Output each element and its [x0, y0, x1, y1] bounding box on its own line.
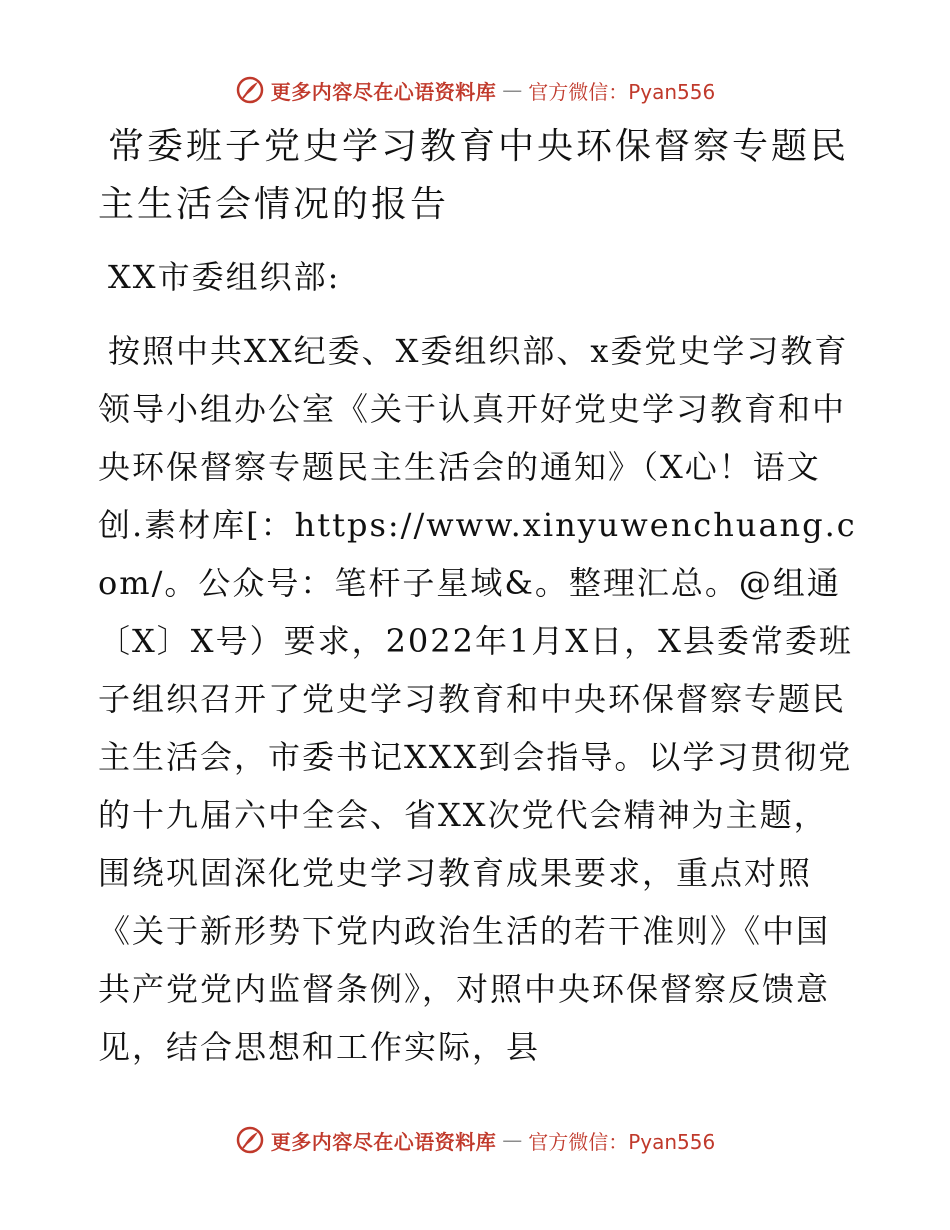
footer-watermark-banner — [0, 1120, 950, 1160]
document-addressee: XX市委组织部: — [108, 258, 341, 296]
document-body-paragraph: 按照中共XX纪委、X委组织部、x委党史学习教育领导小组办公室《关于认真开好党史学习教育和中央环保督察专题民主生活会的通知》（X心！语文创.素材库[：https://www.xinyuwenchuang.com/。公众号：笔杆子星域&。整理汇总。@组通〔X〕X号）要求，2022年1月X日，X县委常委班子组织召开了党史学习教育和中央环保督察专题民主生活会，市委书记XXX到会指导。以学习贯彻党的十九届六中全会、省XX次党代会精神为主题，围绕巩固深化党史学习教育成果要求，重点对照《关于新形势下党内政治生活的若干准则》《中国共产党党内监督条例》，对照中央环保督察反馈意见，结合思想和工作实际，县 — [98, 332, 857, 1066]
document-content — [98, 118, 858, 1076]
watermark-separator: — — [502, 1128, 523, 1152]
watermark-site-text: 更多内容尽在心语资料库 — [270, 79, 497, 104]
document-title: 常委班子党史学习教育中央环保督察专题民主生活会情况的报告 — [98, 126, 850, 225]
watermark-separator: — — [502, 78, 523, 102]
header-watermark-banner — [0, 70, 950, 110]
watermark-site-text: 更多内容尽在心语资料库 — [270, 1129, 497, 1154]
watermark-wechat-text: 官方微信：Pyan556 — [528, 79, 716, 104]
quill-logo-icon — [235, 1125, 265, 1155]
watermark-wechat-text: 官方微信：Pyan556 — [528, 1129, 716, 1154]
quill-logo-icon — [235, 75, 265, 105]
